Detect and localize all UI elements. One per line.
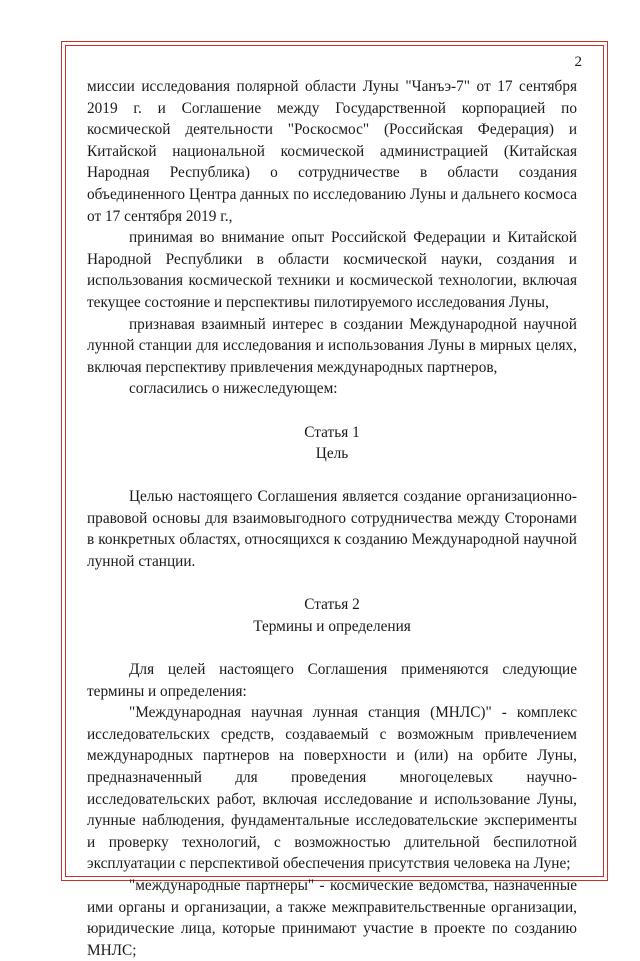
document-body xyxy=(87,76,577,961)
article-1-number: Статья 1 xyxy=(304,423,360,441)
article-1-title: Цель xyxy=(315,445,349,463)
article-2-title: Термины и определения xyxy=(253,617,411,635)
paragraph: согласились о нижеследующем: xyxy=(129,380,338,398)
definition-mnls: "Международная научная лунная станция (МНЛС)" - комплекс исследовательских средств, создаваемый с возможным привлечением международных партнеров на поверхности и (или) на орбите Луны, предназначенный для проведения многоцелевых научно-исследовательских работ, включая исследование и использование Луны, лунные наблюдения, фундаментальные исследовательские эксперименты и проверку технологий, с возможностью длительной беспилотной эксплуатации с перспективой обеспечения присутствия человека на Луне; xyxy=(87,704,577,873)
paragraph: признавая взаимный интерес в создании Международной научной лунной станции для исследования и использования Луны в мирных целях, включая перспективу привлечения международных партнеров, xyxy=(87,315,577,376)
paragraph: принимая во внимание опыт Российской Федерации и Китайской Народной Республики в области космической науки, создания и использования космической техники и космической технологии, включая текущее состояние и перспективы пилотируемого исследования Луны, xyxy=(87,229,577,311)
article-1-text: Целью настоящего Соглашения является создание организационно-правовой основы для взаимовыгодного сотрудничества между Сторонами в конкретных областях, относящихся к созданию Международной научной лунной станции. xyxy=(87,488,577,571)
article-2-intro: Для целей настоящего Соглашения применяются следующие термины и определения: xyxy=(87,661,577,700)
paragraph: миссии исследования полярной области Луны "Чанъэ-7" от 17 сентября 2019 г. и Соглашение между Государственной корпорацией по космической деятельности "Роскосмос" (Российская Федерация) и Китайской национальной космической администрацией (Китайская Народная Республика) о сотрудничестве в области создания объединенного Центра данных по исследованию Луны и дальнего космоса от 17 сентября 2019 г., xyxy=(87,78,577,225)
page-number: 2 xyxy=(574,54,582,70)
definition-partners: "международные партнеры" - космические ведомства, назначенные ими органы и организации, а также межправительственные организации, юридические лица, которые принимают участие в проекте по созданию МНЛС; xyxy=(87,876,577,959)
article-2-number: Статья 2 xyxy=(304,596,360,614)
